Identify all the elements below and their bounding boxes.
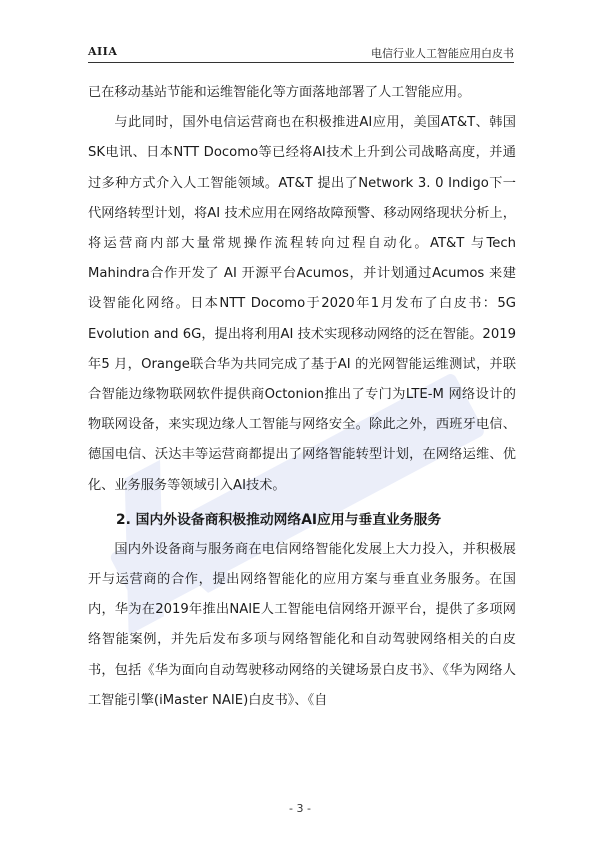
paragraph-3: 国内外设备商与服务商在电信网络智能化发展上大力投入，并积极展开与运营商的合作，提出网络智能化的应用方案与垂直业务服务。在国内，华为在2019年推出NAIE人工智能电信网络开源平台，提供了多项网络智能案例，并先后发布多项与网络智能化和自动驾驶网络相关的白皮书，包括《华为面向自动驾驶移动网络的关键场景白皮书》、《华为网络人工智能引擎(iMaster NAIE)白皮书》、《自 [88,541,516,708]
page-header [88,42,514,63]
page-content [88,78,516,716]
page-number: - 3 - [289,802,311,815]
paragraph-1: 已在移动基站节能和运维智能化等方面落地部署了人工智能应用。 [88,85,471,100]
header-org: AIIA [88,45,118,58]
header-doc-title: 电信行业人工智能应用白皮书 [371,47,514,60]
section-heading: 2. 国内外设备商积极推动网络AI应用与垂直业务服务 [116,511,442,528]
paragraph-2: 与此同时，国外电信运营商也在积极推进AI应用，美国AT&T、韩国SK电讯、日本NTT Docomo等已经将AI技术上升到公司战略高度，并通过多种方式介入人工智能领域。AT&T 提出了Network 3. 0 Indigo下一代网络转型计划，将AI 技术应用在网络故障预警、移动网络现状分析上，将运营商内部大量常规操作流程转向过程自动化。AT&T 与Tech Mahindra合作开发了 AI 开源平台Acumos，并计划通过Acumos 来建设智能化网络。日本NTT Docomo于2020年1月发布了白皮书：5G Evolution and 6G，提出将利用AI 技术实现移动网络的泛在智能。2019年5 月，Orange联合华为共同完成了基于AI 的光网智能运维测试，并联合智能边缘物联网软件提供商Octonion推出了专门为LTE-M 网络设计的物联网设备，来实现边缘人工智能与网络安全。除此之外，西班牙电信、德国电信、沃达丰等运营商都提出了网络智能转型计划，在网络运维、优化、业务服务等领域引入AI技术。 [88,115,516,493]
